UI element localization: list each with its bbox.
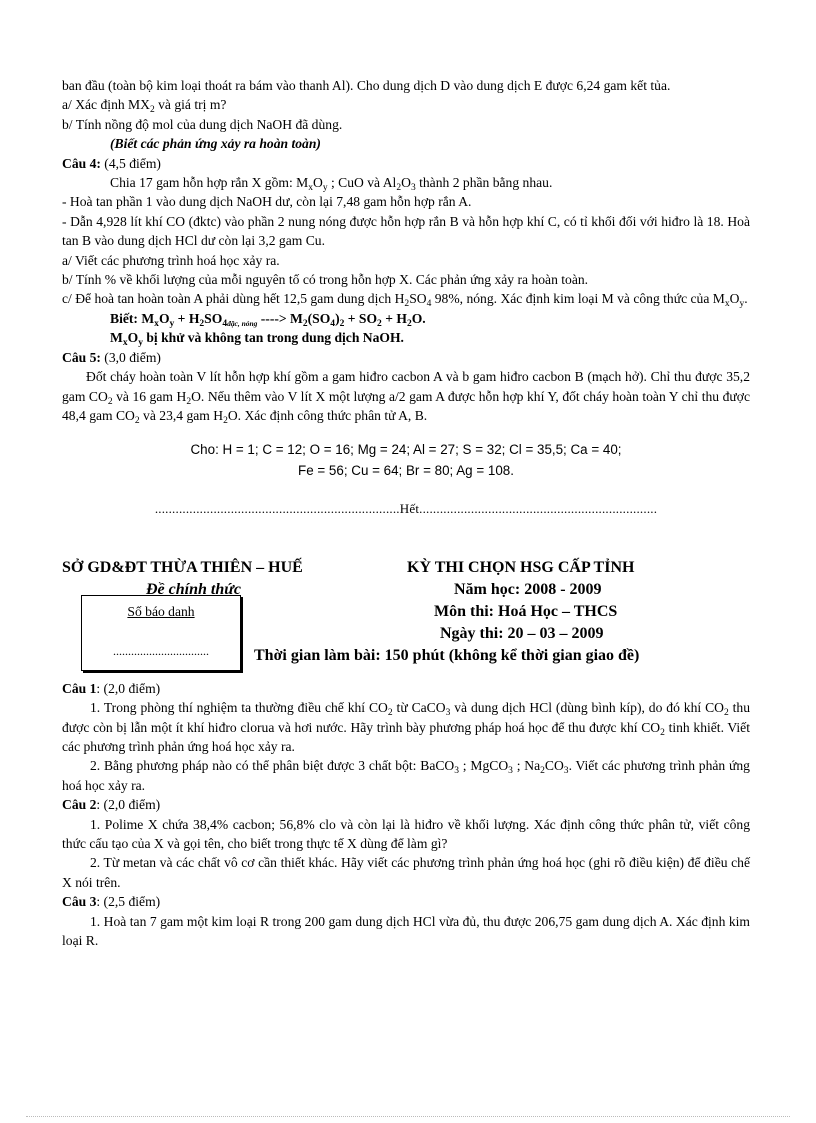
text: bị khử và không tan trong dung dịch NaOH. xyxy=(142,330,404,346)
official-exam-label: Đề chính thức xyxy=(146,580,241,598)
text: và 23,4 gam H xyxy=(139,407,224,423)
subscript: x xyxy=(308,183,314,194)
text: + SO xyxy=(344,310,378,326)
subscript: 2 xyxy=(396,183,402,194)
school-year: Năm học: 2008 - 2009 xyxy=(454,580,602,598)
text: 98%, nóng. Xác định kim loại M và công thức của M xyxy=(431,291,725,307)
text: ; CuO và Al xyxy=(327,175,397,191)
text: O xyxy=(127,330,139,346)
subscript: 2 xyxy=(223,415,228,426)
exam-header xyxy=(62,557,750,667)
atomic-masses-line2: Fe = 56; Cu = 64; Br = 80; Ag = 108. xyxy=(298,463,514,479)
subscript: 2 xyxy=(723,708,729,719)
subscript: y xyxy=(739,299,745,310)
q2-part1: 1. Polime X chứa 38,4% cacbon; 56,8% clo và còn lại là hiđro về khối lượng. Xác định công thức phân tử, viết công thức cấu tạo của X và gọi tên, cho biết trong thực tế X dùng để làm gì? xyxy=(62,816,750,851)
question-a-mx2 xyxy=(62,95,750,114)
document-page xyxy=(62,76,750,950)
text: O. Nếu thêm vào V lít X một lượng a/2 gam A được hỗn hợp khí Y, đốt cháy hoàn toàn Y chỉ thu được 48,4 gam CO xyxy=(62,388,751,423)
text: O. xyxy=(411,310,426,326)
subscript: 4 xyxy=(426,299,432,310)
question-b-naoh: b/ Tính nồng độ mol của dung dịch NaOH đã dùng. xyxy=(62,116,343,132)
subscript: 2 xyxy=(377,318,382,329)
text: O xyxy=(313,175,323,191)
q1-heading xyxy=(62,679,750,698)
subscript: 2 xyxy=(186,396,192,407)
subscript: 2 xyxy=(149,105,155,116)
q1-part1 xyxy=(62,698,750,756)
subscript: x xyxy=(154,318,159,329)
cau4-line3: - Dẫn 4,928 lít khí CO (đktc) vào phần 2 nung nóng được hỗn hợp rắn B và hỗn hợp khí C, có tỉ khối đối với hiđro là 18. Hoà tan B vào dung dịch HCl dư còn lại 3,2 gam Cu. xyxy=(62,213,750,249)
text: . Viết các phương trình phản ứng hoá học xảy ra. xyxy=(62,758,750,793)
q1-label: Câu 1 xyxy=(62,680,97,696)
q1-part2 xyxy=(62,756,750,795)
cau5-body xyxy=(62,367,750,425)
text: a/ Xác định MX xyxy=(62,97,150,113)
text: ----> M xyxy=(257,310,303,326)
subscript: 4 xyxy=(330,318,336,329)
text: và dung dịch HCl (dùng bình kíp), do đó khí CO xyxy=(450,700,724,716)
text: tinh khiết. Viết các phương trình phản ứng hoá học xảy ra. xyxy=(62,719,750,754)
subscript: y xyxy=(169,318,175,329)
subscript: 4 xyxy=(222,318,228,329)
paragraph-continuation: ban đầu (toàn bộ kim loại thoát ra bám vào thanh Al). Cho dung dịch D vào dung dịch E được 6,24 gam kết tủa. xyxy=(62,78,671,93)
cau5-points: (3,0 điểm) xyxy=(100,349,161,365)
subscript: 2 xyxy=(302,318,308,329)
q2-part2: 2. Từ metan và các chất vô cơ cần thiết khác. Hãy viết các phương trình phản ứng hoá học (ghi rõ điều kiện) để điều chế X nói trên. xyxy=(62,855,750,890)
candidate-number-field[interactable]: ................................ xyxy=(113,643,209,658)
subscript: y xyxy=(138,338,143,349)
text: SO xyxy=(409,291,427,307)
text: ) xyxy=(335,310,340,326)
cau4-line1 xyxy=(62,173,750,192)
subscript: 3 xyxy=(563,766,569,777)
cau4-reaction-equation xyxy=(62,309,750,328)
text: thành 2 phần bằng nhau. xyxy=(415,175,553,191)
text: 2. Bằng phương pháp nào có thể phân biệt được 3 chất bột: BaCO xyxy=(90,758,455,774)
text: + H xyxy=(174,310,200,326)
cau5-label: Câu 5: xyxy=(62,349,101,365)
exam-title: KỲ THI CHỌN HSG CẤP TỈNH xyxy=(407,558,635,576)
text: thu được còn bị lẫn một ít khí hiđro clorua và hơi nước. Hãy trình bày phương pháp hoá học để thu được khí CO xyxy=(62,700,750,735)
text: c/ Để hoà tan hoàn toàn A phải dùng hết 12,5 gam dung dịch H xyxy=(62,291,405,307)
department-name: SỞ GD&ĐT THỪA THIÊN – HUẾ xyxy=(62,558,303,576)
subscript: 3 xyxy=(410,183,416,194)
text: ; MgCO xyxy=(459,758,509,774)
cau4-points: (4,5 điểm) xyxy=(100,155,161,171)
subscript: 2 xyxy=(199,318,205,329)
subscript: 3 xyxy=(508,766,513,777)
text: 1. Trong phòng thí nghiệm ta thường điều chế khí CO xyxy=(90,700,388,716)
cau5-heading xyxy=(62,348,750,367)
subscript: 2 xyxy=(134,415,140,426)
q2-label: Câu 2 xyxy=(62,797,97,813)
page-bottom-divider xyxy=(26,1116,790,1117)
cau4-label: Câu 4: xyxy=(62,155,101,171)
text: (SO xyxy=(307,310,331,326)
text: CO xyxy=(544,758,564,774)
cau4-line4: a/ Viết các phương trình hoá học xảy ra. xyxy=(62,252,280,268)
atomic-masses-line1: Cho: H = 1; C = 12; O = 16; Mg = 24; Al = 27; S = 32; Cl = 35,5; Ca = 40; xyxy=(190,442,622,458)
text: + H xyxy=(381,310,407,326)
cau4-line6 xyxy=(62,289,750,308)
subject: Môn thi: Hoá Học – THCS xyxy=(434,602,618,620)
q3-part1: 1. Hoà tan 7 gam một kim loại R trong 200 gam dung dịch HCl vừa đủ, thu được 206,75 gam dung dịch A. Xác định kim loại R. xyxy=(62,913,750,948)
text: ; Na xyxy=(512,758,541,774)
text: Biết: M xyxy=(110,310,155,326)
q3-heading xyxy=(62,892,750,911)
subscript-condition: đặc, nóng xyxy=(227,318,258,328)
text: SO xyxy=(204,310,223,326)
exam-duration: Thời gian làm bài: 150 phút (không kể thời gian giao đề) xyxy=(254,646,640,664)
text: và giá trị m? xyxy=(154,97,227,113)
subscript: x xyxy=(122,338,128,349)
candidate-number-label: Số báo danh xyxy=(127,603,195,619)
q3-points: : (2,5 điểm) xyxy=(96,894,161,910)
atomic-masses xyxy=(62,439,750,481)
q2-points: : (2,0 điểm) xyxy=(96,797,161,813)
subscript: 2 xyxy=(406,318,412,329)
text: O xyxy=(729,291,740,307)
subscript: 2 xyxy=(387,708,393,719)
exam-date: Ngày thi: 20 – 03 – 2009 xyxy=(440,624,604,642)
q3-label: Câu 3 xyxy=(62,894,97,910)
subscript: 3 xyxy=(445,708,451,719)
subscript: 2 xyxy=(339,318,345,329)
cau4-note xyxy=(62,328,750,347)
text: . xyxy=(744,291,748,307)
text: Đốt cháy hoàn toàn V lít hỗn hợp khí gồm a gam hiđro cacbon A và b gam hiđro cacbon B (mạch hở). Chỉ thu được 35,2 gam CO xyxy=(62,369,750,404)
subscript: 2 xyxy=(540,766,545,777)
subscript: 2 xyxy=(660,727,665,738)
q1-points: : (2,0 điểm) xyxy=(96,680,161,696)
text: O xyxy=(158,310,170,326)
subscript: 2 xyxy=(107,396,113,407)
candidate-number-box xyxy=(81,595,241,671)
text: và 16 gam H xyxy=(112,388,187,404)
subscript: y xyxy=(322,183,328,194)
cau4-line2: - Hoà tan phần 1 vào dung dịch NaOH dư, còn lại 7,48 gam hỗn hợp rắn A. xyxy=(62,194,472,210)
text: Chia 17 gam hỗn hợp rắn X gồm: M xyxy=(110,175,309,191)
q2-heading xyxy=(62,795,750,814)
note-complete-reactions: (Biết các phản ứng xảy ra hoàn toàn) xyxy=(110,136,321,152)
subscript: 3 xyxy=(454,766,459,777)
cau4-heading xyxy=(62,154,750,173)
text: M xyxy=(110,330,123,346)
subscript: 2 xyxy=(404,299,410,310)
text: O xyxy=(401,175,411,191)
text: O. Xác định công thức phân tử A, B. xyxy=(227,407,428,423)
cau4-line5: b/ Tính % về khối lượng của mỗi nguyên tố có trong hỗn hợp X. Các phản ứng xảy ra hoàn toàn. xyxy=(62,272,589,288)
text: từ CaCO xyxy=(392,700,446,716)
subscript: x xyxy=(724,299,730,310)
end-marker: .......................................................................Hết..................................................................... xyxy=(154,501,658,517)
